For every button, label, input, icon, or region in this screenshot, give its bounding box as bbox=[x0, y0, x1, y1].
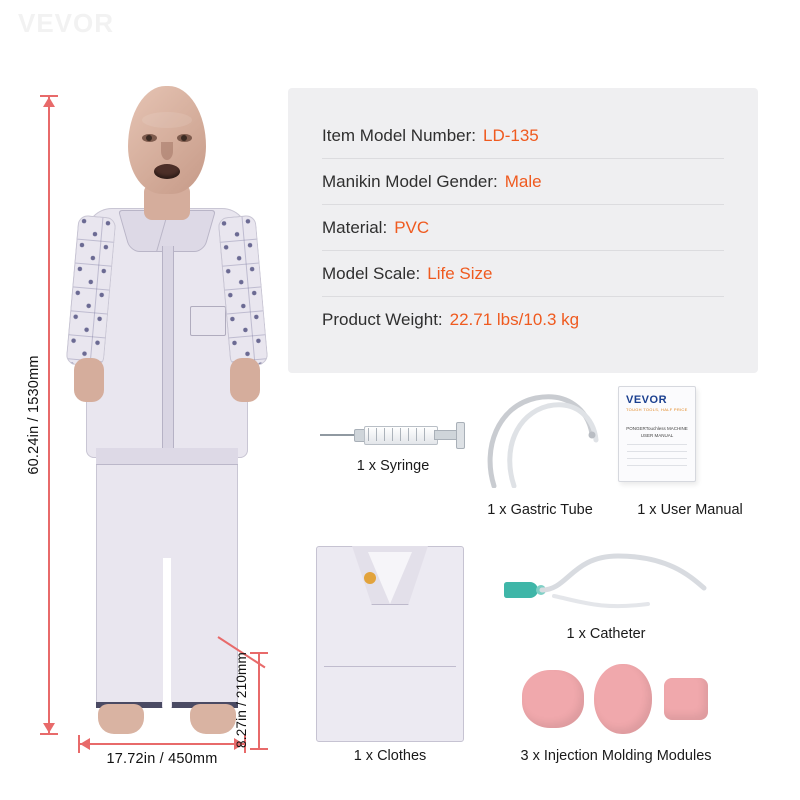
manikin-eye-left bbox=[142, 134, 157, 142]
spec-value: Life Size bbox=[427, 263, 493, 283]
manikin-hand-right bbox=[230, 358, 260, 402]
manikin-hand-left bbox=[74, 358, 104, 402]
depth-dimension bbox=[236, 648, 296, 758]
manual-tagline: TOUGH TOOLS, HALF PRICE bbox=[626, 407, 688, 412]
spec-row bbox=[322, 251, 724, 297]
pants-waistband bbox=[96, 448, 238, 465]
height-axis-line bbox=[48, 95, 50, 735]
injection-pad bbox=[664, 678, 708, 720]
syringe-caption: 1 x Syringe bbox=[356, 458, 430, 474]
catheter-caption: 1 x Catheter bbox=[566, 626, 646, 642]
spec-row bbox=[322, 113, 724, 159]
clothes-logo-icon bbox=[364, 572, 376, 584]
manikin-foot-left bbox=[98, 704, 144, 734]
manikin-foot-right bbox=[190, 704, 236, 734]
manual-brand: VEVOR bbox=[626, 394, 668, 406]
gastric-tube-caption: 1 x Gastric Tube bbox=[487, 502, 593, 518]
injection-pads-caption: 3 x Injection Molding Modules bbox=[520, 748, 712, 764]
injection-pad bbox=[594, 664, 652, 734]
spec-value: PVC bbox=[394, 217, 430, 237]
spec-value: 22.71 lbs/10.3 kg bbox=[449, 309, 580, 329]
spec-row bbox=[322, 159, 724, 205]
height-arrow-up-icon bbox=[43, 97, 55, 107]
clothes-fold-line bbox=[324, 666, 456, 667]
width-dimension bbox=[78, 735, 246, 769]
height-dimension-label: 60.24in / 1530mm bbox=[26, 355, 42, 475]
shirt-pocket bbox=[190, 306, 226, 336]
manual-text-lines bbox=[627, 444, 687, 472]
syringe-icon bbox=[320, 416, 466, 452]
syringe-graduations bbox=[368, 428, 432, 441]
width-dimension-label: 17.72in / 450mm bbox=[106, 751, 218, 767]
depth-cap-bottom bbox=[250, 748, 268, 750]
shirt-placket bbox=[162, 246, 174, 458]
spec-label: Material: bbox=[322, 217, 388, 237]
pants-inseam bbox=[163, 558, 171, 708]
manikin-mouth bbox=[154, 164, 180, 179]
spec-value: Male bbox=[504, 171, 542, 191]
syringe-flange bbox=[456, 422, 465, 449]
user-manual-icon bbox=[618, 386, 696, 482]
height-arrow-down-icon bbox=[43, 723, 55, 733]
manual-title: PONGERTouchless MACHINE USER MANUAL bbox=[626, 426, 688, 438]
catheter-icon bbox=[498, 548, 710, 626]
manikin-pajama-pants bbox=[96, 448, 238, 708]
clothes-caption: 1 x Clothes bbox=[353, 748, 427, 764]
injection-pad bbox=[522, 670, 584, 728]
spec-label: Item Model Number: bbox=[322, 125, 476, 145]
spec-row bbox=[322, 297, 724, 342]
brand-watermark: VEVOR bbox=[18, 8, 115, 38]
injection-pads-icon bbox=[522, 662, 712, 744]
manikin-brow bbox=[142, 112, 192, 128]
spec-row bbox=[322, 205, 724, 251]
manikin-nose bbox=[161, 142, 173, 160]
height-dimension bbox=[22, 95, 56, 735]
spec-label: Product Weight: bbox=[322, 309, 443, 329]
gastric-tube-icon bbox=[476, 388, 604, 488]
spec-value: LD-135 bbox=[483, 125, 539, 145]
clothes-icon bbox=[316, 546, 464, 742]
width-arrow-left-icon bbox=[80, 738, 90, 750]
depth-dimension-label: 8.27in / 210mm bbox=[234, 652, 250, 748]
width-axis-line bbox=[78, 743, 246, 745]
specification-panel bbox=[288, 88, 758, 373]
user-manual-caption: 1 x User Manual bbox=[637, 502, 743, 518]
depth-axis-line bbox=[258, 652, 260, 748]
manikin-eye-right bbox=[177, 134, 192, 142]
spec-label: Model Scale: bbox=[322, 263, 421, 283]
spec-label: Manikin Model Gender: bbox=[322, 171, 498, 191]
manikin-head bbox=[128, 86, 206, 194]
